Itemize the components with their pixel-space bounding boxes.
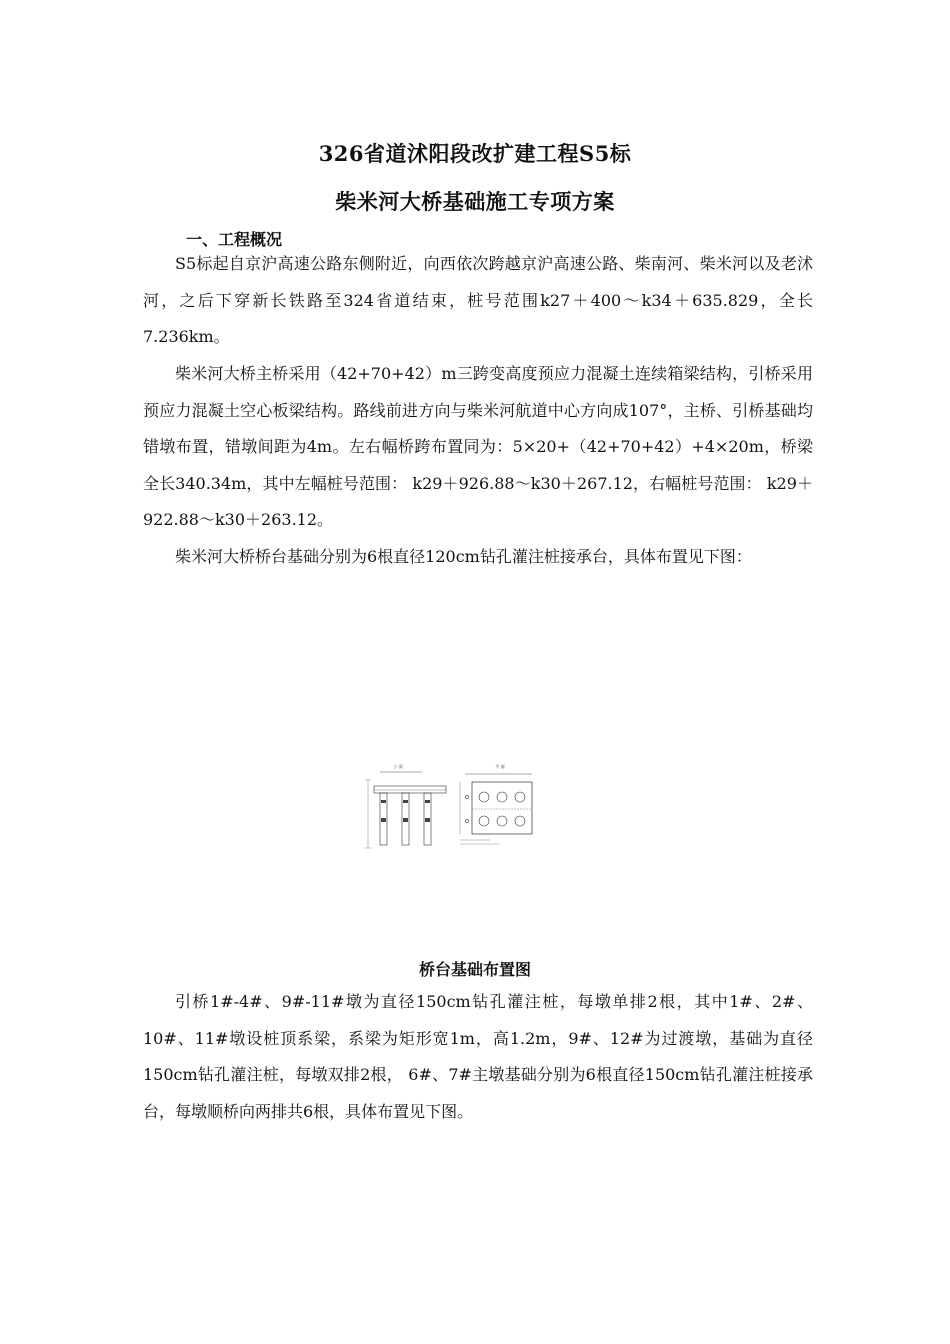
figure-caption: 桥台基础布置图: [418, 960, 531, 979]
document-subtitle: 柴米河大桥基础施工专项方案: [335, 189, 615, 214]
plan-label: 平 面: [495, 764, 505, 769]
paragraph-1: S5标起自京沪高速公路东侧附近，向西依次跨越京沪高速公路、柴南河、柴米河以及老沭河，之后下穿新长铁路至324省道结束，桩号范围k27＋400～k34＋635.829，全长7.236km。: [143, 254, 813, 346]
document-title: 326省道沭阳段改扩建工程S5标: [318, 141, 632, 166]
section-heading: 一、工程概况: [186, 230, 283, 249]
elevation-label: 立 面: [393, 764, 403, 769]
paragraph-4: 引桥1#-4#、9#-11#墩为直径150cm钻孔灌注桩，每墩单排2根，其中1#、2#、10#、11#墩设桩顶系梁，系梁为矩形宽1m，高1.2m，9#、12#为过渡墩，基础为直径150cm钻孔灌注桩，每墩双排2根， 6#、7#主墩基础分别为6根直径150cm钻孔灌注桩接承台，每墩顺桥向两排共6根，具体布置见下图。: [143, 992, 813, 1121]
paragraph-3: 柴米河大桥桥台基础分别为6根直径120cm钻孔灌注桩接承台，具体布置见下图：: [175, 547, 752, 566]
abutment-foundation-drawing: [360, 760, 540, 852]
paragraph-2: 柴米河大桥主桥采用（42+70+42）m三跨变高度预应力混凝土连续箱梁结构，引桥采用预应力混凝土空心板梁结构。路线前进方向与柴米河航道中心方向成107°，主桥、引桥基础均错墩布置，错墩间距为4m。左右幅桥跨布置同为：5×20+（42+70+42）+4×20m，桥梁全长340.34m，其中左幅桩号范围： k29＋926.88～k30＋267.12，右幅桩号范围： k29＋922.88～k30＋263.12。: [143, 364, 813, 529]
